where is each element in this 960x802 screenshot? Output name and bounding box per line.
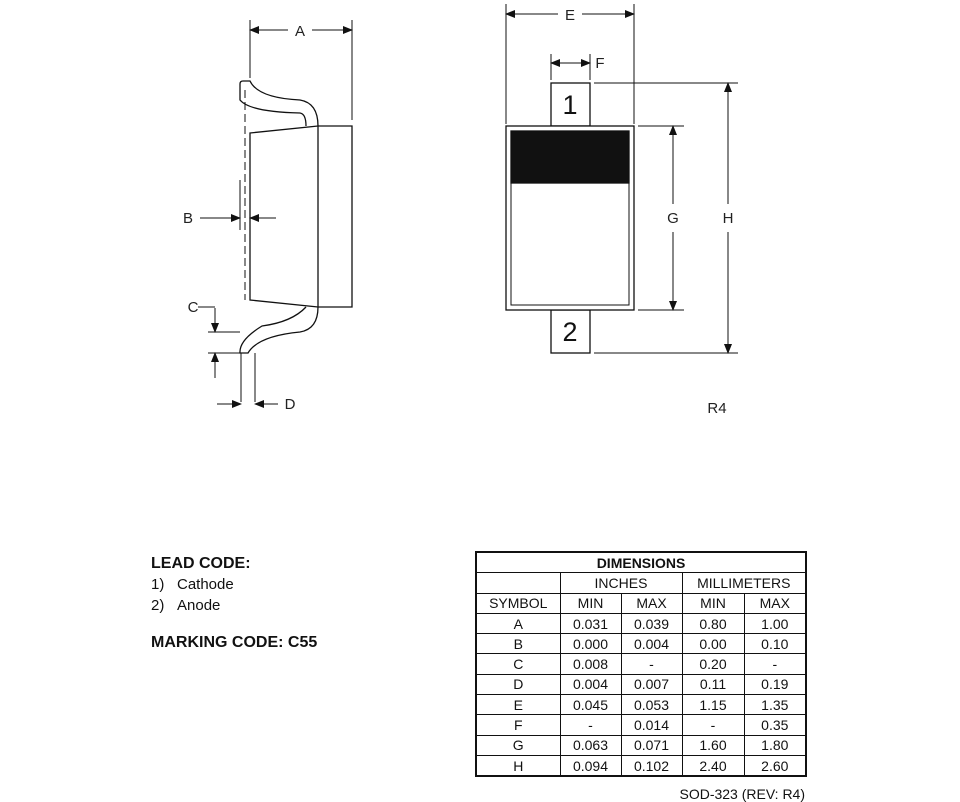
table-row <box>476 755 806 776</box>
column-header-mm-max: MAX <box>744 593 806 613</box>
cell-symbol: B <box>476 634 560 654</box>
cell-inches-max: 0.004 <box>621 634 682 654</box>
cell-symbol: E <box>476 695 560 715</box>
lead-code-block <box>151 553 251 616</box>
cell-mm-max: 1.80 <box>744 735 806 755</box>
cell-symbol: C <box>476 654 560 674</box>
label-h: H <box>722 210 734 227</box>
cell-mm-min: 1.60 <box>682 735 744 755</box>
cell-mm-min: 0.80 <box>682 613 744 633</box>
cell-inches-min: 0.008 <box>560 654 621 674</box>
cell-symbol: G <box>476 735 560 755</box>
label-f: F <box>595 55 605 72</box>
group-header-millimeters: MILLIMETERS <box>682 573 806 593</box>
cell-mm-min: 0.20 <box>682 654 744 674</box>
cell-symbol: F <box>476 715 560 735</box>
table-row <box>476 654 806 674</box>
revision-mark: R4 <box>707 400 727 417</box>
lead-code-heading: LEAD CODE: <box>151 555 251 572</box>
top-view <box>506 83 634 353</box>
cell-mm-max: 1.35 <box>744 695 806 715</box>
cell-inches-max: - <box>621 654 682 674</box>
cell-mm-min: 0.11 <box>682 674 744 694</box>
lead-code-number: 2) <box>151 597 165 614</box>
dimensions-table-body <box>476 613 806 776</box>
cell-mm-max: 0.10 <box>744 634 806 654</box>
lead-code-number: 1) <box>151 576 165 593</box>
cell-mm-min: 0.00 <box>682 634 744 654</box>
cell-inches-min: 0.063 <box>560 735 621 755</box>
column-header-inches-min: MIN <box>560 593 621 613</box>
marking-code: MARKING CODE: C55 <box>151 634 318 651</box>
cathode-band <box>511 131 629 183</box>
header-blank-cell <box>476 573 560 593</box>
cell-inches-max: 0.039 <box>621 613 682 633</box>
table-row <box>476 613 806 633</box>
lead-code-label: Anode <box>177 597 221 614</box>
group-header-inches: INCHES <box>560 573 682 593</box>
side-view <box>240 20 352 402</box>
table-row <box>476 735 806 755</box>
cell-inches-min: - <box>560 715 621 735</box>
cell-inches-max: 0.053 <box>621 695 682 715</box>
cell-mm-min: 2.40 <box>682 755 744 776</box>
cell-symbol: A <box>476 613 560 633</box>
label-a: A <box>294 23 306 40</box>
table-row <box>476 674 806 694</box>
table-row <box>476 715 806 735</box>
side-view-top-lead <box>240 81 318 126</box>
cell-inches-min: 0.000 <box>560 634 621 654</box>
label-c: C <box>187 299 199 316</box>
package-caption: SOD-323 (REV: R4) <box>679 786 805 802</box>
label-b: B <box>182 210 194 227</box>
column-header-symbol: SYMBOL <box>476 593 560 613</box>
side-view-body <box>250 126 352 307</box>
label-e: E <box>564 7 576 24</box>
cell-inches-max: 0.007 <box>621 674 682 694</box>
cell-inches-min: 0.094 <box>560 755 621 776</box>
lead-code-item <box>151 574 251 595</box>
cell-inches-min: 0.045 <box>560 695 621 715</box>
cell-inches-min: 0.031 <box>560 613 621 633</box>
dimension-f <box>551 54 590 80</box>
lead-code-item <box>151 595 251 616</box>
cell-inches-max: 0.014 <box>621 715 682 735</box>
side-view-bottom-lead <box>240 307 318 353</box>
cell-inches-max: 0.071 <box>621 735 682 755</box>
table-row <box>476 634 806 654</box>
cell-symbol: H <box>476 755 560 776</box>
cell-mm-max: - <box>744 654 806 674</box>
cell-inches-max: 0.102 <box>621 755 682 776</box>
cell-symbol: D <box>476 674 560 694</box>
dimensions-title: DIMENSIONS <box>476 552 806 573</box>
table-row <box>476 695 806 715</box>
pin-1-label: 1 <box>562 90 578 120</box>
dimension-c <box>198 307 240 378</box>
dimensions-table <box>475 551 807 777</box>
cell-mm-max: 2.60 <box>744 755 806 776</box>
column-header-inches-max: MAX <box>621 593 682 613</box>
label-g: G <box>667 210 679 227</box>
cell-mm-max: 0.19 <box>744 674 806 694</box>
cell-mm-max: 0.35 <box>744 715 806 735</box>
pin-2-label: 2 <box>562 317 578 347</box>
label-d: D <box>284 396 296 413</box>
lead-code-label: Cathode <box>177 576 234 593</box>
cell-mm-min: - <box>682 715 744 735</box>
cell-mm-max: 1.00 <box>744 613 806 633</box>
cell-mm-min: 1.15 <box>682 695 744 715</box>
cell-inches-min: 0.004 <box>560 674 621 694</box>
column-header-mm-min: MIN <box>682 593 744 613</box>
